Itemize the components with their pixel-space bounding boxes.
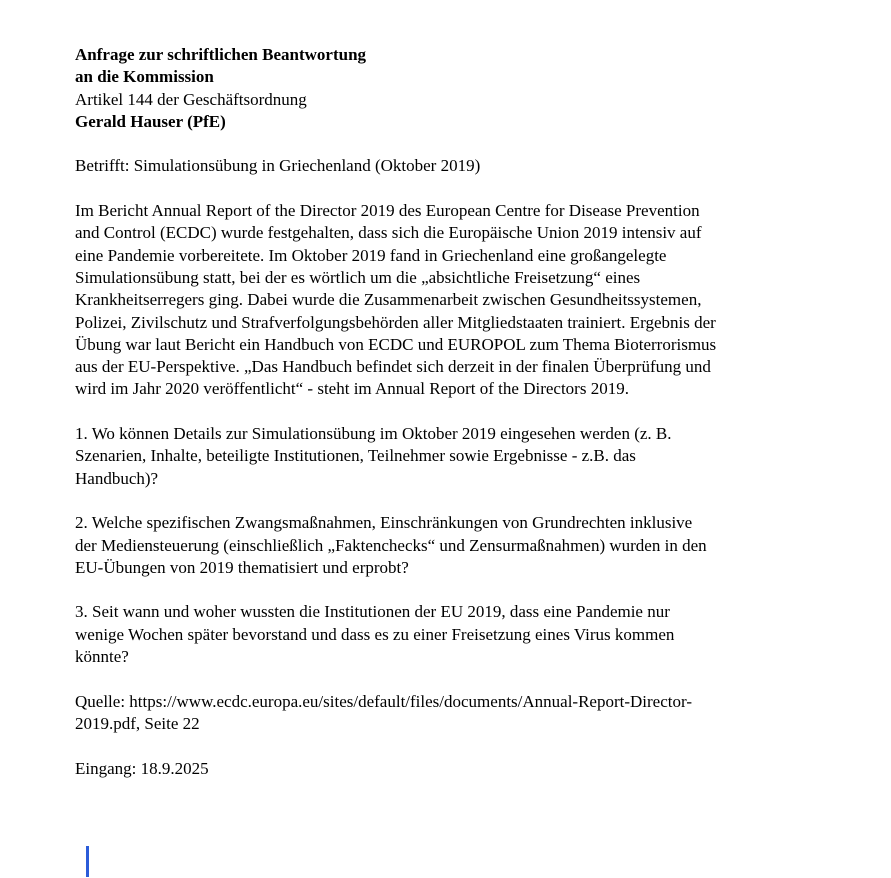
text-line: aus der EU-Perspektive. „Das Handbuch befindet sich derzeit in der finalen Überprüfung und — [75, 357, 711, 377]
text-line: 3. Seit wann und woher wussten die Institutionen der EU 2019, dass eine Pandemie nur — [75, 602, 670, 622]
text-line: EU-Übungen von 2019 thematisiert und erprobt? — [75, 557, 409, 577]
intro-paragraph — [75, 200, 875, 401]
subject-block — [75, 155, 875, 177]
header-rule-reference: Artikel 144 der Geschäftsordnung — [75, 89, 307, 109]
text-line: eine Pandemie vorbereitete. Im Oktober 2019 fand in Griechenland eine großangelegte — [75, 245, 667, 265]
received-line: Eingang: 18.9.2025 — [75, 758, 209, 778]
document-header — [75, 44, 875, 133]
text-line: Quelle: https://www.ecdc.europa.eu/sites/default/files/documents/Annual-Report-Director- — [75, 691, 692, 711]
source-block — [75, 691, 875, 736]
text-line: könnte? — [75, 647, 129, 667]
text-line: 2. Welche spezifischen Zwangsmaßnahmen, Einschränkungen von Grundrechten inklusive — [75, 513, 693, 533]
text-line: Krankheitserregers ging. Dabei wurde die Zusammenarbeit zwischen Gesundheitssystemen, — [75, 290, 702, 310]
received-block — [75, 758, 875, 780]
text-line: wenige Wochen später bevorstand und dass es zu einer Freisetzung eines Virus kommen — [75, 624, 675, 644]
text-line: Übung war laut Bericht ein Handbuch von ECDC und EUROPOL zum Thema Bioterrorismus — [75, 334, 717, 354]
header-author: Gerald Hauser (PfE) — [75, 111, 226, 131]
document-content — [75, 44, 875, 802]
text-cursor — [86, 846, 89, 877]
text-line: 1. Wo können Details zur Simulationsübung im Oktober 2019 eingesehen werden (z. B. — [75, 424, 672, 444]
text-line: Im Bericht Annual Report of the Director 2019 des European Centre for Disease Prevention — [75, 201, 700, 221]
question-3 — [75, 601, 875, 668]
header-title-line1: Anfrage zur schriftlichen Beantwortung — [75, 45, 367, 64]
text-line: Simulationsübung statt, bei der es wörtlich um die „absichtliche Freisetzung“ eines — [75, 267, 641, 287]
text-line: wird im Jahr 2020 veröffentlicht“ - steht im Annual Report of the Directors 2019. — [75, 379, 629, 399]
text-line: and Control (ECDC) wurde festgehalten, dass sich die Europäische Union 2019 intensiv auf — [75, 223, 702, 243]
text-line: Handbuch)? — [75, 468, 159, 488]
text-line: Polizei, Zivilschutz und Strafverfolgungsbehörden aller Mitgliedstaaten trainiert. Ergebnis der — [75, 312, 716, 332]
text-line: Szenarien, Inhalte, beteiligte Institutionen, Teilnehmer sowie Ergebnisse - z.B. das — [75, 446, 636, 466]
subject-line: Betrifft: Simulationsübung in Griechenland (Oktober 2019) — [75, 156, 481, 176]
question-2 — [75, 512, 875, 579]
text-line: der Mediensteuerung (einschließlich „Faktenchecks“ und Zensurmaßnahmen) wurden in den — [75, 535, 707, 555]
text-line: 2019.pdf, Seite 22 — [75, 713, 200, 733]
question-1 — [75, 423, 875, 490]
header-title-line2: an die Kommission — [75, 67, 214, 87]
